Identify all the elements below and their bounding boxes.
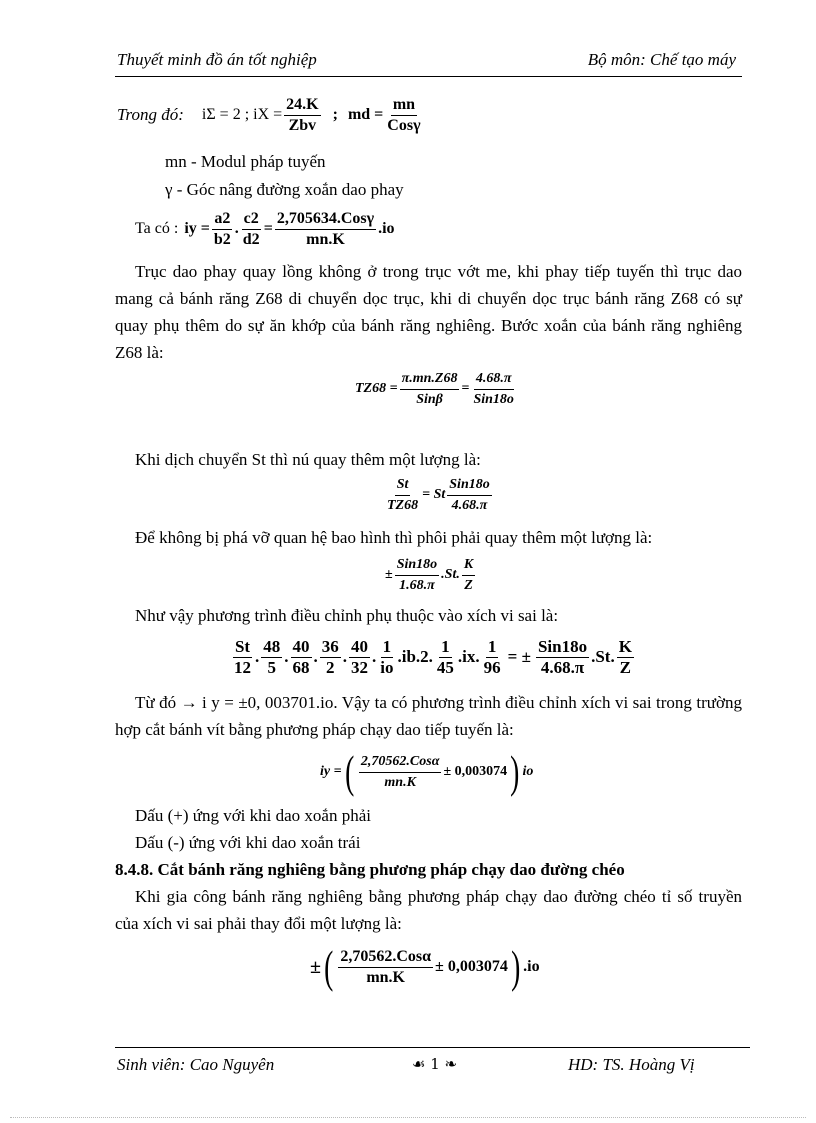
chain-eq: = ± bbox=[507, 647, 531, 666]
para-1: Trục dao phay quay lồng không ở trong trục vớt me, khi phay tiếp tuyến thì trục dao mang cả bánh răng Z68 di chuyển dọc trục, khi di chuyển dọc trục bánh răng Z68 có sự quay phụ thêm do sự ăn khớp của bánh răng nghiêng. Bước xoắn của bánh răng nghiêng Z68 là: bbox=[115, 262, 742, 362]
st-den-1: TZ68 bbox=[387, 497, 419, 513]
chain-den-4: 2 bbox=[326, 657, 335, 677]
pm-frac-1 bbox=[395, 555, 439, 596]
chain-frac-4 bbox=[320, 637, 341, 678]
iy-den: mn.K bbox=[384, 774, 416, 790]
st-mid: = St bbox=[422, 487, 446, 502]
intro-line: Trong đó: iΣ = 2 ; iX = $\frac{24.K}{\text{Zbv}}$ ; md = $\frac{mn}{\text{Cosγ}}$ bbox=[117, 95, 421, 134]
chain-den-3: 68 bbox=[292, 657, 310, 677]
note-minus: Dấu (-) ứng với khi dao xoắn trái bbox=[135, 833, 361, 852]
cos-gamma-fraction bbox=[275, 209, 376, 250]
t-num-2: 4.68.π bbox=[474, 369, 514, 390]
iy-frac bbox=[359, 752, 442, 793]
chain-num-8: 1 bbox=[487, 636, 497, 656]
chain-num-9: Sin18o bbox=[537, 636, 588, 656]
pm-num-2: K bbox=[462, 555, 475, 576]
st-frac-1 bbox=[385, 475, 420, 516]
footer-rule bbox=[115, 1047, 750, 1048]
cos-gamma-num: 2,705634.Cosγ bbox=[275, 209, 376, 230]
header-rule bbox=[115, 76, 742, 77]
chain-num-10: K bbox=[618, 636, 632, 656]
eq-pm bbox=[385, 552, 477, 598]
pm-frac-2 bbox=[462, 555, 475, 596]
chain-num-4: 36 bbox=[321, 636, 339, 656]
md-fraction bbox=[385, 95, 422, 136]
t-num-1: π.mn.Z68 bbox=[400, 369, 460, 390]
chain-frac-2 bbox=[261, 637, 282, 678]
a2-num: a2 bbox=[212, 209, 232, 230]
d2-den: d2 bbox=[242, 230, 260, 248]
final-frac bbox=[338, 947, 433, 988]
eq-chain: $\frac{St}{12}$ . $\frac{48}{5}$ . $\frac{40}{68}$ . $\frac{36}{2}$ . $\frac{40}{32}$ . $\frac{1}{io}$ .ib.2. $\frac{1}{45}$ .ix. $\frac{1}{96}$ = ± $\frac{\text{Sin18o}}{4.68.\pi}$ .St. $\frac{K}{Z}$ bbox=[234, 636, 632, 677]
c2-d2-fraction bbox=[241, 209, 262, 250]
chain-frac-9 bbox=[536, 637, 589, 678]
chain-num-1: St bbox=[234, 636, 251, 656]
eq-iy: iy = ( $\frac{\text{2,70562.Cosα}}{mn.K}$ ± 0,003074 ) io bbox=[320, 746, 534, 797]
pm-mid: .St. bbox=[441, 567, 460, 582]
para-2: Khi dịch chuyển St thì nú quay thêm một lượng là: bbox=[135, 450, 481, 469]
chain-ix: .ix. bbox=[457, 647, 480, 666]
def-modul: mn - Modul pháp tuyến bbox=[165, 152, 326, 171]
para-6: Khi gia công bánh răng nghiêng bằng phương pháp chạy dao đường chéo tỉ số truyền của xích vi sai phải thay đổi một lượng là: bbox=[115, 887, 742, 933]
chain-frac-6 bbox=[378, 637, 395, 678]
final-pm: ± bbox=[310, 955, 321, 978]
md-label: md = bbox=[347, 106, 384, 123]
b2-den: b2 bbox=[213, 230, 231, 248]
iy-tail: io bbox=[522, 764, 534, 779]
md-num: mn bbox=[391, 95, 417, 116]
st-num-2: Sin18o bbox=[447, 475, 491, 496]
footer-left: Sinh viên: Cao Nguyên bbox=[117, 1055, 275, 1074]
chain-den-1: 12 bbox=[234, 657, 251, 677]
t-den-1: Sinβ bbox=[416, 391, 443, 407]
st-frac-2 bbox=[447, 475, 491, 516]
taco-tail: .io bbox=[378, 220, 395, 237]
c2-num: c2 bbox=[242, 209, 261, 230]
mn-k-den: mn.K bbox=[306, 230, 345, 248]
chain-mid: .ib.2. bbox=[397, 647, 433, 666]
st-num-1: St bbox=[395, 475, 411, 496]
i-sigma-text: iΣ = 2 ; iX = bbox=[201, 106, 283, 123]
chain-den-6: io bbox=[380, 657, 394, 677]
chain-st: .St. bbox=[591, 647, 615, 666]
footer-page-number: ☙ 1 ❧ bbox=[412, 1055, 458, 1073]
def-gamma: γ - Góc nâng đường xoắn dao phay bbox=[165, 180, 404, 199]
ix-num: 24.K bbox=[284, 95, 320, 116]
pm-den-1: 1.68.π bbox=[399, 577, 435, 593]
chain-frac-10 bbox=[617, 637, 634, 678]
chain-frac-3 bbox=[291, 637, 312, 678]
final-tail: .io bbox=[523, 958, 540, 975]
chain-num-5: 40 bbox=[351, 636, 368, 656]
iy-label: iy = bbox=[184, 220, 210, 237]
pm-den-2: Z bbox=[464, 577, 473, 593]
chain-den-10: Z bbox=[619, 657, 631, 677]
t-frac-2 bbox=[471, 369, 515, 410]
ix-den: Zbv bbox=[288, 116, 317, 134]
header-left: Thuyết minh đồ án tốt nghiệp bbox=[117, 50, 317, 69]
chain-frac-8 bbox=[482, 637, 503, 678]
chain-num-6: 1 bbox=[382, 636, 392, 656]
chain-den-9: 4.68.π bbox=[540, 657, 585, 677]
footer-right: HD: TS. Hoàng Vị bbox=[568, 1055, 695, 1074]
eq-t-z68: TZ68 = $\frac{\pi.mn.Z68}{\text{Sinβ}}$ = $\frac{4.68.\pi}{\text{Sin18o}}$ bbox=[355, 366, 518, 412]
note-plus: Dấu (+) ứng với khi dao xoắn phải bbox=[135, 806, 371, 825]
taco-line: Ta có : iy = $\frac{a2}{b2}$ . $\frac{c2}{d2}$ = $\frac{\text{2,705634.Cosγ}}{mn.K}$ .io bbox=[135, 209, 395, 248]
chain-num-3: 40 bbox=[292, 636, 310, 656]
t-den-2: Sin18o bbox=[473, 391, 514, 407]
final-num: 2,70562.Cosα bbox=[338, 947, 433, 968]
header-right: Bộ môn: Chế tạo máy bbox=[587, 50, 736, 69]
ix-fraction bbox=[284, 95, 320, 136]
para-3: Để không bị phá vỡ quan hệ bao hình thì phôi phải quay thêm một lượng là: bbox=[135, 528, 653, 547]
t-z68-lhs: TZ68 = bbox=[355, 381, 398, 396]
md-den: Cosγ bbox=[387, 116, 421, 134]
chain-den-7: 45 bbox=[436, 657, 454, 677]
para-4: Như vậy phương trình điều chỉnh phụ thuộc vào xích vi sai là: bbox=[135, 606, 559, 625]
eq-st bbox=[383, 472, 494, 518]
chain-den-2: 5 bbox=[267, 657, 276, 677]
pm-sign: ± bbox=[385, 567, 393, 582]
t-frac-1 bbox=[400, 369, 460, 410]
a2-b2-fraction bbox=[212, 209, 233, 250]
iy-pm: ± 0,003074 bbox=[443, 764, 508, 779]
chain-num-7: 1 bbox=[441, 636, 450, 656]
iy-num: 2,70562.Cosα bbox=[359, 752, 442, 773]
section-heading: 8.4.8. Cắt bánh răng nghiêng bằng phương pháp chạy dao đường chéo bbox=[115, 860, 625, 879]
page-edge-dotted bbox=[10, 1117, 806, 1118]
pm-num-1: Sin18o bbox=[395, 555, 439, 576]
chain-frac-7 bbox=[435, 637, 456, 678]
final-pm2: ± 0,003074 bbox=[435, 958, 508, 975]
taco-label: Ta có : bbox=[135, 220, 179, 237]
chain-num-2: 48 bbox=[263, 636, 281, 656]
chain-den-5: 32 bbox=[351, 657, 368, 677]
eq-final: ± ( $\frac{\text{2,70562.Cosα}}{mn.K}$ ± 0,003074 ) .io bbox=[310, 941, 540, 992]
chain-frac-1 bbox=[232, 637, 253, 678]
chain-den-8: 96 bbox=[483, 657, 501, 677]
para-5: Từ đó → i y = ±0, 003701.io. Vậy ta có phương trình điều chỉnh xích vi sai trong trường hợp cắt bánh vít bằng phương pháp chạy dao tiếp tuyến là: bbox=[115, 693, 742, 739]
final-den: mn.K bbox=[366, 968, 405, 986]
chain-frac-5 bbox=[349, 637, 370, 678]
iy-lhs: iy = bbox=[320, 764, 342, 779]
st-den-2: 4.68.π bbox=[451, 497, 488, 513]
intro-label: Trong đó: bbox=[117, 105, 184, 124]
